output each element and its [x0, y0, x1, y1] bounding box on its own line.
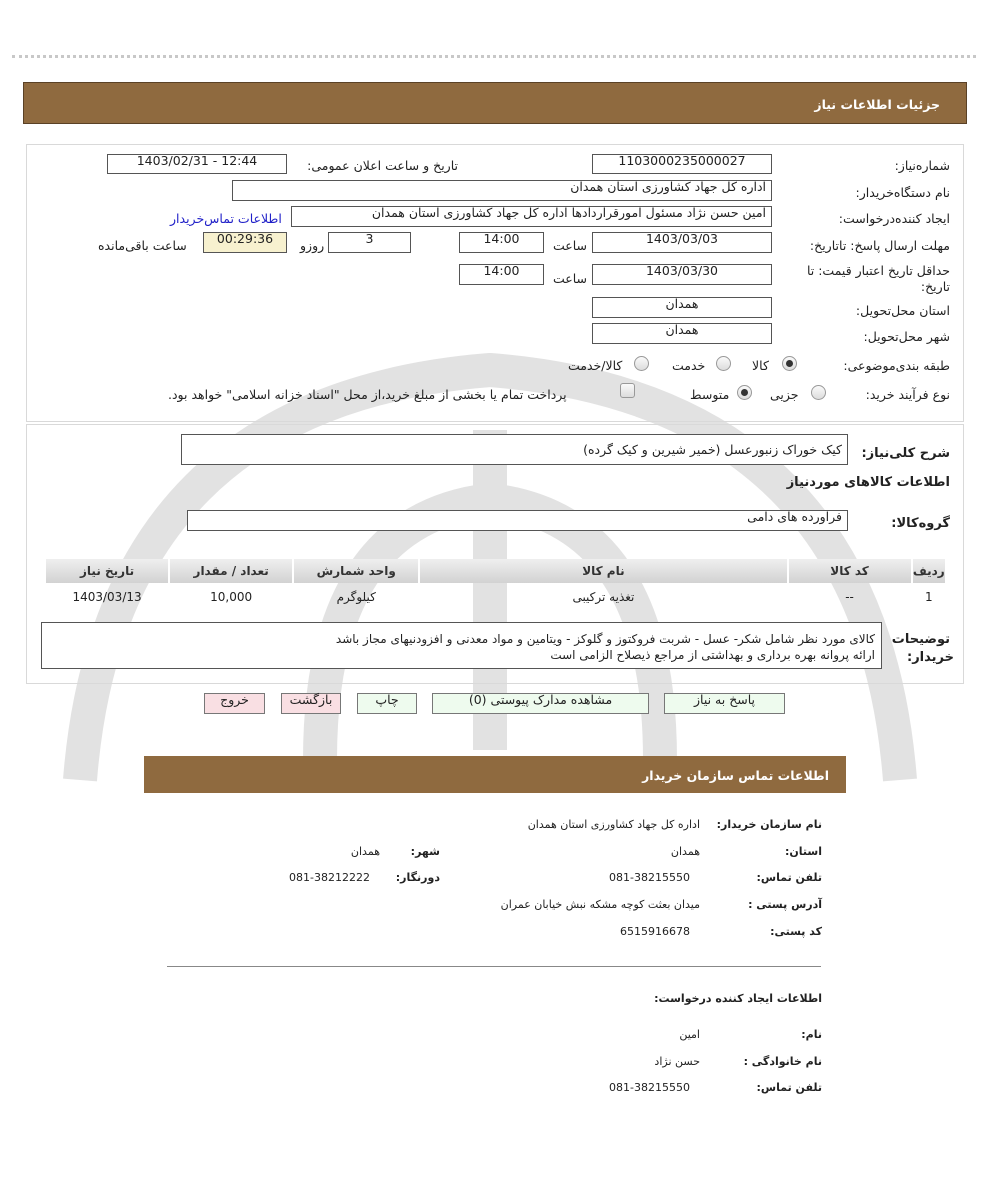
top-separator [12, 55, 976, 58]
category-option-service: خدمت [672, 358, 706, 373]
family-label: نام خانوادگی : [743, 1055, 822, 1068]
category-option-goods: کالا [752, 358, 769, 373]
goods-group-label: گروه‌کالا: [891, 516, 950, 531]
need-number-label: شماره‌نیاز: [894, 158, 950, 173]
price-validity-label-2: تاریخ: [920, 279, 950, 294]
province-label: استان: [785, 845, 822, 858]
family-value: حسن نژاد [654, 1055, 700, 1068]
requester-field[interactable]: امین حسن نژاد مسئول امورقراردادها اداره کل جهاد کشاورزی استان همدان [291, 206, 772, 227]
req-phone-value: 081-38215550 [609, 1081, 690, 1094]
cell-name: تغذیه ترکیبی [572, 590, 635, 604]
validity-date-field[interactable]: 1403/03/30 [592, 264, 772, 285]
delivery-province-field[interactable]: همدان [592, 297, 772, 318]
buyer-contact-link[interactable]: اطلاعات تماس‌خریدار [170, 211, 282, 226]
reply-deadline-label: مهلت ارسال پاسخ: تاتاریخ: [809, 238, 950, 253]
buyer-org-field[interactable]: اداره کل جهاد کشاورزی استان همدان [232, 180, 772, 201]
remaining-label: ساعت باقی‌مانده [98, 238, 187, 253]
requester-label: ایجاد کننده‌درخواست: [838, 211, 950, 226]
col-name-header: نام کالا [420, 559, 786, 583]
col-code-header: کد کالا [789, 559, 911, 583]
remaining-time-field: 00:29:36 [203, 232, 287, 253]
exit-button[interactable]: خروج [204, 693, 265, 714]
price-validity-label-1: حداقل تاریخ اعتبار قیمت: تا [806, 263, 950, 278]
page-header [23, 82, 967, 124]
reply-time-field[interactable]: 14:00 [459, 232, 544, 253]
cell-unit: کیلوگرم [336, 590, 376, 604]
items-table [44, 557, 947, 611]
delivery-city-label: شهر محل‌تحویل: [863, 329, 950, 344]
delivery-province-label: استان محل‌تحویل: [855, 303, 950, 318]
org-value: اداره کل جهاد کشاورزی استان همدان [527, 818, 700, 831]
treasury-text: پرداخت تمام یا بخشی از مبلغ خرید،از محل "اسناد خزانه اسلامی" خواهد بود. [168, 387, 567, 402]
table-header-row [46, 559, 945, 583]
goods-group-field[interactable]: فراورده های دامی [187, 510, 848, 531]
province-value: همدان [670, 845, 700, 858]
treasury-checkbox[interactable] [620, 383, 635, 398]
back-button[interactable]: بازگشت [281, 693, 341, 714]
category-radio-service[interactable] [716, 356, 731, 371]
buyer-notes-box [41, 622, 882, 669]
address-value: میدان بعثت کوچه مشکه نبش خیابان عمران [500, 898, 700, 911]
name-value: امین [679, 1028, 700, 1041]
reply-button[interactable]: پاسخ به نیاز [664, 693, 785, 714]
category-radio-goods[interactable] [782, 356, 797, 371]
keyword-field[interactable]: کیک خوراک زنبورعسل (خمیر شیرین و کیک گرده) [181, 434, 848, 465]
cell-date: 1403/03/13 [72, 590, 142, 604]
delivery-city-field[interactable]: همدان [592, 323, 772, 344]
announce-date-label: تاریخ و ساعت اعلان عمومی: [307, 158, 458, 173]
fax-value: 081-38212222 [289, 871, 370, 884]
cell-row: 1 [924, 590, 933, 604]
announce-date-field[interactable]: 1403/02/31 - 12:44 [107, 154, 287, 174]
req-phone-label: تلفن تماس: [756, 1081, 822, 1094]
org-label: نام سازمان خریدار: [716, 818, 822, 831]
postal-value: 6515916678 [620, 925, 690, 938]
name-label: نام: [801, 1028, 822, 1041]
days-label: روزو [300, 238, 325, 253]
goods-info-title: اطلاعات کالاهای موردنیاز [786, 475, 950, 490]
process-option-minor: جزیی [770, 387, 799, 402]
cell-code: -- [845, 590, 854, 604]
buyer-notes-line-2: ارائه پروانه بهره برداری و بهداشتی از مراجع ذیصلاح الزامی است [550, 648, 875, 662]
validity-time-label: ساعت [553, 271, 588, 286]
attachments-button[interactable]: مشاهده مدارک پیوستی (0) [432, 693, 649, 714]
postal-label: کد پستی: [770, 925, 822, 938]
process-radio-medium[interactable] [737, 385, 752, 400]
reply-time-label: ساعت [553, 238, 588, 253]
table-row [46, 585, 945, 609]
city-label: شهر: [410, 845, 440, 858]
col-row-header: ردیف [913, 559, 945, 583]
category-option-both: کالا/خدمت [568, 358, 623, 373]
contact-title: اطلاعات تماس سازمان خریدار [642, 768, 829, 783]
city-value: همدان [350, 845, 380, 858]
fax-label: دورنگار: [395, 871, 440, 884]
contact-header [144, 756, 846, 793]
phone-label: تلفن تماس: [756, 871, 822, 884]
buyer-org-label: نام دستگاه‌خریدار: [855, 185, 950, 200]
buyer-notes-label-1: توضیحات [891, 632, 950, 647]
process-label: نوع فرآیند خرید: [865, 387, 950, 402]
reply-date-field[interactable]: 1403/03/03 [592, 232, 772, 253]
category-radio-both[interactable] [634, 356, 649, 371]
col-unit-header: واحد شمارش [294, 559, 418, 583]
print-button[interactable]: چاپ [357, 693, 417, 714]
process-radio-minor[interactable] [811, 385, 826, 400]
category-label: طبقه بندی‌موضوعی: [843, 358, 950, 373]
contact-divider [167, 966, 821, 967]
address-label: آدرس پستی : [748, 898, 822, 911]
page-title: جزئیات اطلاعات نیاز [814, 97, 940, 112]
col-date-header: تاریخ نیاز [46, 559, 168, 583]
buyer-notes-label-2: خریدار: [907, 650, 954, 665]
days-field[interactable]: 3 [328, 232, 411, 253]
keyword-label: شرح کلی‌نیاز: [861, 446, 950, 461]
phone-value: 081-38215550 [609, 871, 690, 884]
process-option-medium: متوسط [690, 387, 730, 402]
requester-section-title: اطلاعات ایجاد کننده درخواست: [654, 992, 822, 1005]
buyer-notes-line-1: کالای مورد نظر شامل شکر- عسل - شربت فروکتوز و گلوکز - ویتامین و مواد معدنی و افزودنیهای مجاز باشد [335, 632, 875, 646]
col-qty-header: تعداد / مقدار [170, 559, 292, 583]
cell-qty: 10,000 [210, 590, 253, 604]
need-number-field[interactable]: 1103000235000027 [592, 154, 772, 174]
validity-time-field[interactable]: 14:00 [459, 264, 544, 285]
